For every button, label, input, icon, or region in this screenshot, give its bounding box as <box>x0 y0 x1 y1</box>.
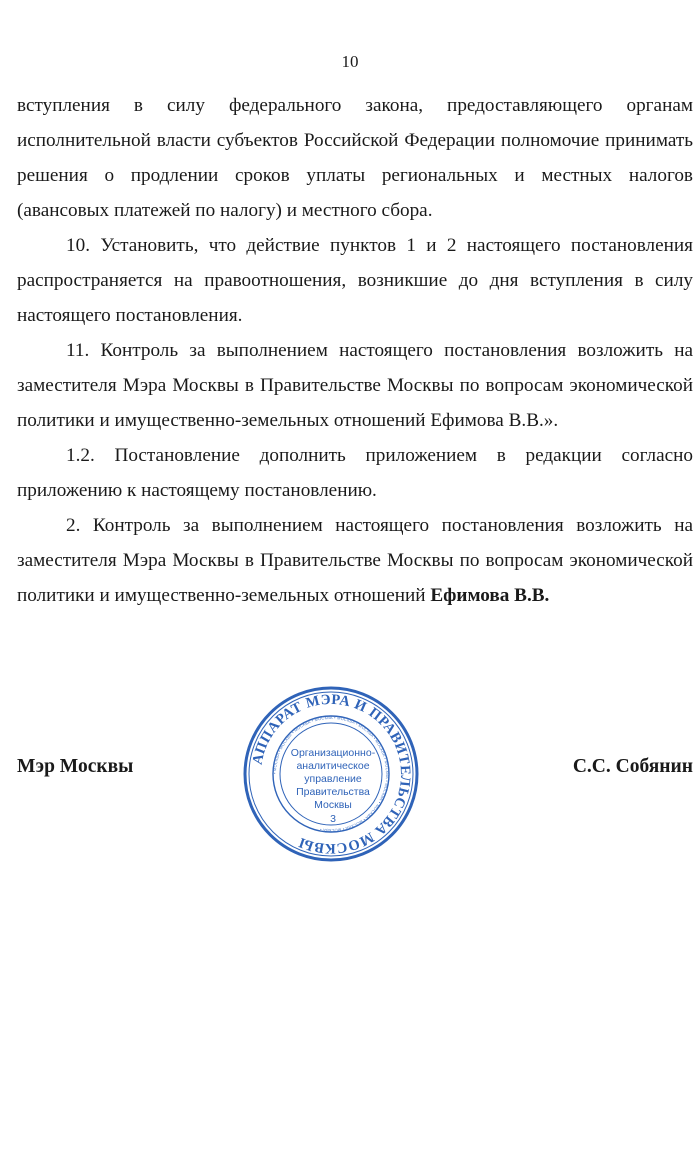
stamp-line-5: Москвы <box>314 799 352 811</box>
stamp-ring-text: АППАРАТ МЭРА И ПРАВИТЕЛЬСТВА МОСКВЫ <box>249 691 414 857</box>
stamp-line-3: управление <box>304 773 362 785</box>
paragraph-item-2 <box>17 508 693 613</box>
paragraph-item-10: 10. Установить, что действие пунктов 1 и 2 настоящего постановления распространяется на правоотношения, возникшие до дня вступления в силу настоящего постановления. <box>17 235 693 326</box>
page-number: 10 <box>341 52 359 71</box>
document-body <box>17 88 693 613</box>
signatory-title: Мэр Москвы <box>17 756 134 777</box>
stamp-line-2: аналитическое <box>296 760 370 772</box>
paragraph-continuation: вступления в силу федерального закона, предоставляющего органам исполнительной власти субъектов Российской Федерации полномочие принимать решения о продлении сроков уплаты региональных и местных налогов (авансовых платежей по налогу) и местного сбора. <box>17 95 693 221</box>
signature-block <box>17 756 693 786</box>
paragraph-item-1-2: 1.2. Постановление дополнить приложением в редакции согласно приложению к настоящему постановлению. <box>17 445 693 501</box>
paragraph-item-11: 11. Контроль за выполнением настоящего постановления возложить на заместителя Мэра Москвы в Правительстве Москвы по вопросам экономической политики и имущественно-земельных отношений Ефимова В.В.». <box>17 340 693 431</box>
stamp-line-4: Правительства <box>296 786 370 798</box>
svg-text:• МОСКВА • МОСКВА • МОСКВА • М: • МОСКВА • МОСКВА • МОСКВА • МОСКВА • МОСКВА • МОСКВА • МОСКВА • МОСКВА • МОСКВА • МОСКВА • МОСКВА • МОСКВА • <box>271 714 391 834</box>
paragraph-item-2-bold-name: Ефимова В.В. <box>430 585 550 606</box>
signatory-name: С.С. Собянин <box>572 756 693 777</box>
paragraph-item-2-text: 2. Контроль за выполнением настоящего постановления возложить на заместителя Мэра Москвы в Правительстве Москвы по вопросам экономической политики и имущественно-земельных отношений <box>17 515 693 606</box>
stamp-line-1: Организационно- <box>290 747 376 759</box>
stamp-number: 3 <box>330 813 336 825</box>
